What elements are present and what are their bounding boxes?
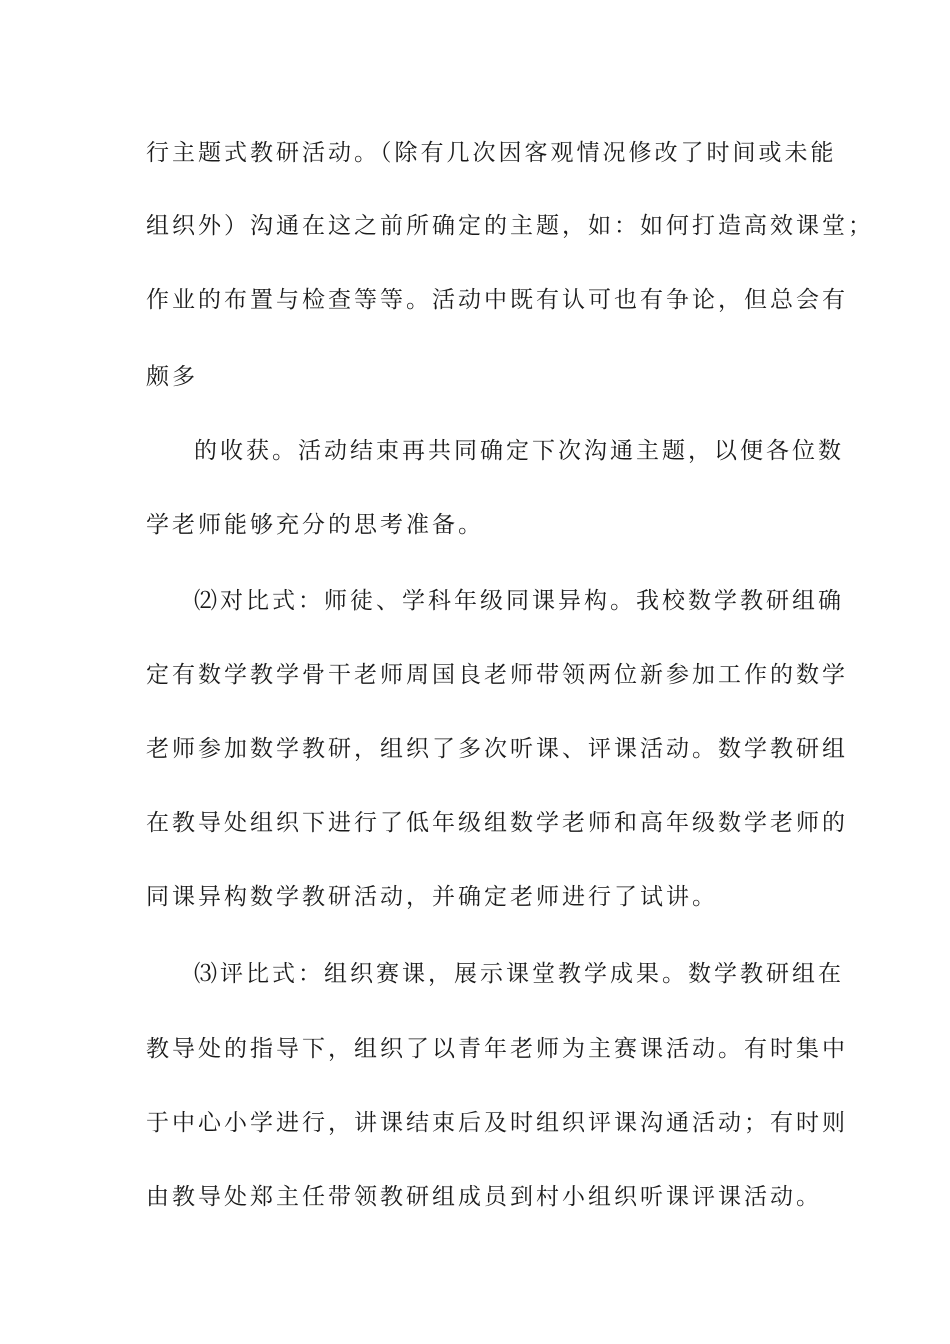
paragraph-line: 在教导处组织下进行了低年级组数学老师和高年级数学老师的 xyxy=(146,810,848,836)
paragraph-line: 的收获。活动结束再共同确定下次沟通主题，以便各位数 xyxy=(194,438,844,464)
paragraph-line: 教导处的指导下，组织了以青年老师为主赛课活动。有时集中 xyxy=(146,1036,848,1062)
paragraph-line: 作业的布置与检查等等。活动中既有认可也有争论，但总会有 xyxy=(146,287,848,313)
paragraph-line: 颇多 xyxy=(146,364,198,390)
paragraph-line: 行主题式教研活动。（除有几次因客观情况修改了时间或未能 xyxy=(146,140,837,166)
paragraph-line: 老师参加数学教研，组织了多次听课、评课活动。数学教研组 xyxy=(146,736,848,762)
paragraph-line: 同课异构数学教研活动，并确定老师进行了试讲。 xyxy=(146,884,718,910)
paragraph-line: 学老师能够充分的思考准备。 xyxy=(146,512,484,538)
paragraph-line: 定有数学教学骨干老师周国良老师带领两位新参加工作的数学 xyxy=(146,662,848,688)
paragraph-line: 由教导处郑主任带领教研组成员到村小组织听课评课活动。 xyxy=(146,1184,822,1210)
paragraph-line: ⑶评比式：组织赛课，展示课堂教学成果。数学教研组在 xyxy=(194,961,844,987)
paragraph-line: ⑵对比式：师徒、学科年级同课异构。我校数学教研组确 xyxy=(194,588,844,614)
paragraph-line: 组织外）沟通在这之前所确定的主题，如：如何打造高效课堂； xyxy=(146,213,874,239)
paragraph-line: 于中心小学进行，讲课结束后及时组织评课沟通活动；有时则 xyxy=(146,1110,848,1136)
